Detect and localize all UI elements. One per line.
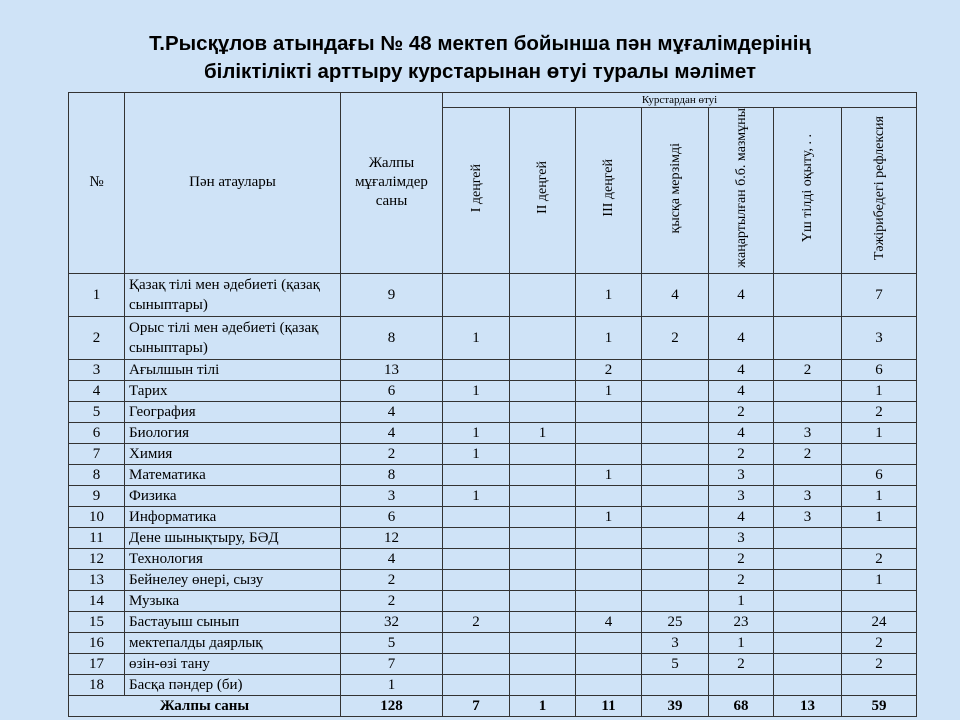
row-value xyxy=(842,527,917,548)
row-value xyxy=(510,569,576,590)
table-row xyxy=(69,401,917,422)
row-subject: Бейнелеу өнері, сызу xyxy=(125,569,341,590)
row-value xyxy=(642,590,709,611)
row-value xyxy=(576,548,642,569)
totals-value: 7 xyxy=(443,695,510,716)
row-value xyxy=(709,674,774,695)
row-subject: Дене шынықтыру, БӘД xyxy=(125,527,341,548)
row-value: 2 xyxy=(443,611,510,632)
row-value: 1 xyxy=(443,443,510,464)
header-course-col xyxy=(774,108,842,274)
row-value xyxy=(576,422,642,443)
row-total: 1 xyxy=(341,674,443,695)
row-value xyxy=(510,527,576,548)
row-subject: Технология xyxy=(125,548,341,569)
table-row xyxy=(69,632,917,653)
row-value: 1 xyxy=(842,569,917,590)
row-value: 2 xyxy=(709,653,774,674)
table-row xyxy=(69,548,917,569)
row-value: 2 xyxy=(709,569,774,590)
row-value: 7 xyxy=(842,273,917,316)
row-value: 3 xyxy=(774,506,842,527)
row-value xyxy=(510,273,576,316)
row-total: 8 xyxy=(341,464,443,485)
row-value xyxy=(774,653,842,674)
row-subject: Тарих xyxy=(125,380,341,401)
row-value: 1 xyxy=(576,464,642,485)
row-value xyxy=(510,401,576,422)
row-value xyxy=(774,611,842,632)
row-value: 1 xyxy=(576,380,642,401)
row-value xyxy=(774,548,842,569)
header-course-col xyxy=(443,108,510,274)
row-total: 13 xyxy=(341,359,443,380)
row-value xyxy=(642,380,709,401)
row-value xyxy=(774,527,842,548)
row-value xyxy=(443,359,510,380)
row-value xyxy=(576,443,642,464)
totals-total: 128 xyxy=(341,695,443,716)
row-total: 3 xyxy=(341,485,443,506)
title-line-1: Т.Рысқұлов атындағы № 48 мектеп бойынша пән мұғалімдерінің xyxy=(149,32,811,55)
row-value xyxy=(510,611,576,632)
row-value: 4 xyxy=(709,422,774,443)
row-value: 24 xyxy=(842,611,917,632)
header-course-col xyxy=(510,108,576,274)
row-total: 4 xyxy=(341,422,443,443)
header-course-col xyxy=(642,108,709,274)
table-row xyxy=(69,527,917,548)
row-subject: Басқа пәндер (би) xyxy=(125,674,341,695)
row-subject: Информатика xyxy=(125,506,341,527)
row-value xyxy=(774,674,842,695)
row-number: 15 xyxy=(69,611,125,632)
header-subject: Пән атаулары xyxy=(125,93,341,274)
row-value xyxy=(642,464,709,485)
row-value: 4 xyxy=(709,316,774,359)
row-subject: Бастауыш сынып xyxy=(125,611,341,632)
row-subject: Орыс тілі мен әдебиеті (қазақ сыныптары) xyxy=(125,316,341,359)
row-total: 4 xyxy=(341,548,443,569)
row-total: 8 xyxy=(341,316,443,359)
row-subject: Биология xyxy=(125,422,341,443)
row-number: 18 xyxy=(69,674,125,695)
table-row xyxy=(69,674,917,695)
row-value xyxy=(576,401,642,422)
row-value xyxy=(443,273,510,316)
row-value xyxy=(510,506,576,527)
row-value xyxy=(443,674,510,695)
totals-value: 1 xyxy=(510,695,576,716)
row-value xyxy=(642,443,709,464)
header-course-col-label: қысқа мерзімді xyxy=(667,142,683,234)
row-value: 3 xyxy=(709,527,774,548)
row-value: 6 xyxy=(842,464,917,485)
row-total: 4 xyxy=(341,401,443,422)
row-value: 4 xyxy=(576,611,642,632)
table-row xyxy=(69,506,917,527)
totals-label: Жалпы саны xyxy=(69,695,341,716)
row-value: 3 xyxy=(709,485,774,506)
row-number: 17 xyxy=(69,653,125,674)
totals-value: 11 xyxy=(576,695,642,716)
row-number: 12 xyxy=(69,548,125,569)
row-total: 9 xyxy=(341,273,443,316)
row-value xyxy=(443,653,510,674)
header-course-col-label: I деңгей xyxy=(468,163,484,212)
totals-row xyxy=(69,695,917,716)
header-course-col xyxy=(842,108,917,274)
totals-value: 39 xyxy=(642,695,709,716)
row-value xyxy=(576,569,642,590)
header-course-col-label: III деңгей xyxy=(601,159,616,217)
row-value xyxy=(774,380,842,401)
header-total-teachers: Жалпы мұғалімдер саны xyxy=(341,93,443,274)
header-course-col-label: жаңартылған б.б. мазмұны xyxy=(733,108,749,268)
row-value xyxy=(642,569,709,590)
row-value: 2 xyxy=(642,316,709,359)
table-row xyxy=(69,422,917,443)
row-value xyxy=(443,506,510,527)
table-row xyxy=(69,653,917,674)
row-value xyxy=(774,590,842,611)
row-value: 4 xyxy=(642,273,709,316)
row-value: 1 xyxy=(510,422,576,443)
row-value xyxy=(443,401,510,422)
page-title xyxy=(0,30,960,86)
row-subject: География xyxy=(125,401,341,422)
table-header xyxy=(69,93,917,274)
row-subject: мектепалды даярлық xyxy=(125,632,341,653)
row-value xyxy=(510,316,576,359)
row-value: 3 xyxy=(842,316,917,359)
row-value xyxy=(642,527,709,548)
row-value: 2 xyxy=(842,401,917,422)
row-value xyxy=(642,422,709,443)
row-number: 16 xyxy=(69,632,125,653)
row-value: 1 xyxy=(709,632,774,653)
row-subject: өзін-өзі тану xyxy=(125,653,341,674)
row-value: 1 xyxy=(576,273,642,316)
row-subject: Қазақ тілі мен әдебиеті (қазақ сыныптары) xyxy=(125,273,341,316)
table-row xyxy=(69,359,917,380)
totals-value: 59 xyxy=(842,695,917,716)
row-value xyxy=(576,485,642,506)
row-value: 3 xyxy=(774,422,842,443)
row-value xyxy=(642,674,709,695)
row-value xyxy=(642,548,709,569)
row-value xyxy=(443,548,510,569)
table-row xyxy=(69,380,917,401)
row-number: 7 xyxy=(69,443,125,464)
table-row xyxy=(69,611,917,632)
table-row xyxy=(69,485,917,506)
row-number: 10 xyxy=(69,506,125,527)
row-number: 3 xyxy=(69,359,125,380)
row-total: 32 xyxy=(341,611,443,632)
row-value xyxy=(576,632,642,653)
row-value xyxy=(510,653,576,674)
row-value xyxy=(510,359,576,380)
totals-value: 68 xyxy=(709,695,774,716)
header-num: № xyxy=(69,93,125,274)
row-subject: Музыка xyxy=(125,590,341,611)
row-value xyxy=(576,674,642,695)
table-row xyxy=(69,273,917,316)
title-line-2: біліктілікті арттыру курстарынан өтуі туралы мәлімет xyxy=(203,60,757,83)
row-value xyxy=(774,273,842,316)
row-value: 1 xyxy=(443,380,510,401)
row-value: 1 xyxy=(709,590,774,611)
row-value xyxy=(774,401,842,422)
row-number: 13 xyxy=(69,569,125,590)
row-value xyxy=(842,674,917,695)
row-number: 4 xyxy=(69,380,125,401)
row-value xyxy=(510,674,576,695)
row-number: 1 xyxy=(69,273,125,316)
row-value: 2 xyxy=(842,632,917,653)
row-value: 2 xyxy=(576,359,642,380)
row-value xyxy=(510,485,576,506)
row-value xyxy=(443,527,510,548)
row-value xyxy=(642,401,709,422)
row-value: 2 xyxy=(842,653,917,674)
row-number: 11 xyxy=(69,527,125,548)
header-course-col xyxy=(576,108,642,274)
row-value xyxy=(443,632,510,653)
row-value xyxy=(510,590,576,611)
row-subject: Физика xyxy=(125,485,341,506)
row-value: 1 xyxy=(842,422,917,443)
row-value: 4 xyxy=(709,380,774,401)
row-total: 6 xyxy=(341,506,443,527)
courses-table xyxy=(68,92,917,717)
row-value xyxy=(576,653,642,674)
header-course-col-label: Үш тілді оқыту, . . xyxy=(800,133,815,242)
row-value: 4 xyxy=(709,273,774,316)
totals-value: 13 xyxy=(774,695,842,716)
header-course-col-label: Тәжірибедегі рефлексия xyxy=(871,115,887,260)
row-value xyxy=(510,632,576,653)
row-value xyxy=(576,527,642,548)
row-value xyxy=(842,443,917,464)
row-subject: Химия xyxy=(125,443,341,464)
header-courses-group: Курстардан өтуі xyxy=(443,93,917,108)
row-value: 1 xyxy=(576,506,642,527)
row-value xyxy=(642,485,709,506)
row-value xyxy=(642,359,709,380)
table-row xyxy=(69,590,917,611)
row-value xyxy=(774,569,842,590)
header-course-col-label: II деңгей xyxy=(535,161,550,215)
row-value: 2 xyxy=(842,548,917,569)
row-total: 6 xyxy=(341,380,443,401)
row-value: 2 xyxy=(709,401,774,422)
row-value xyxy=(510,464,576,485)
row-value xyxy=(774,316,842,359)
row-total: 7 xyxy=(341,653,443,674)
row-value xyxy=(774,632,842,653)
row-number: 8 xyxy=(69,464,125,485)
row-value xyxy=(443,464,510,485)
row-value xyxy=(576,590,642,611)
row-value: 1 xyxy=(576,316,642,359)
row-number: 2 xyxy=(69,316,125,359)
row-value: 2 xyxy=(774,359,842,380)
row-value: 3 xyxy=(642,632,709,653)
row-value xyxy=(842,590,917,611)
row-total: 5 xyxy=(341,632,443,653)
row-value: 5 xyxy=(642,653,709,674)
row-value xyxy=(443,569,510,590)
table-row xyxy=(69,569,917,590)
table-row xyxy=(69,316,917,359)
row-value: 1 xyxy=(842,506,917,527)
row-number: 14 xyxy=(69,590,125,611)
row-value xyxy=(443,590,510,611)
row-number: 5 xyxy=(69,401,125,422)
row-value: 1 xyxy=(443,422,510,443)
row-value xyxy=(510,443,576,464)
row-value: 4 xyxy=(709,359,774,380)
row-total: 2 xyxy=(341,569,443,590)
row-value: 1 xyxy=(443,316,510,359)
row-value: 2 xyxy=(709,548,774,569)
row-value: 6 xyxy=(842,359,917,380)
row-subject: Математика xyxy=(125,464,341,485)
row-value xyxy=(642,506,709,527)
row-number: 6 xyxy=(69,422,125,443)
table-row xyxy=(69,464,917,485)
row-number: 9 xyxy=(69,485,125,506)
table-row xyxy=(69,443,917,464)
row-total: 2 xyxy=(341,443,443,464)
row-value: 25 xyxy=(642,611,709,632)
row-value: 4 xyxy=(709,506,774,527)
row-value: 3 xyxy=(774,485,842,506)
row-value: 23 xyxy=(709,611,774,632)
row-value xyxy=(510,380,576,401)
row-value: 2 xyxy=(709,443,774,464)
row-value xyxy=(510,548,576,569)
row-value: 2 xyxy=(774,443,842,464)
row-total: 12 xyxy=(341,527,443,548)
header-course-col xyxy=(709,108,774,274)
row-value xyxy=(774,464,842,485)
row-subject: Ағылшын тілі xyxy=(125,359,341,380)
row-value: 1 xyxy=(443,485,510,506)
row-value: 1 xyxy=(842,485,917,506)
table-body xyxy=(69,273,917,716)
row-value: 3 xyxy=(709,464,774,485)
row-value: 1 xyxy=(842,380,917,401)
row-total: 2 xyxy=(341,590,443,611)
